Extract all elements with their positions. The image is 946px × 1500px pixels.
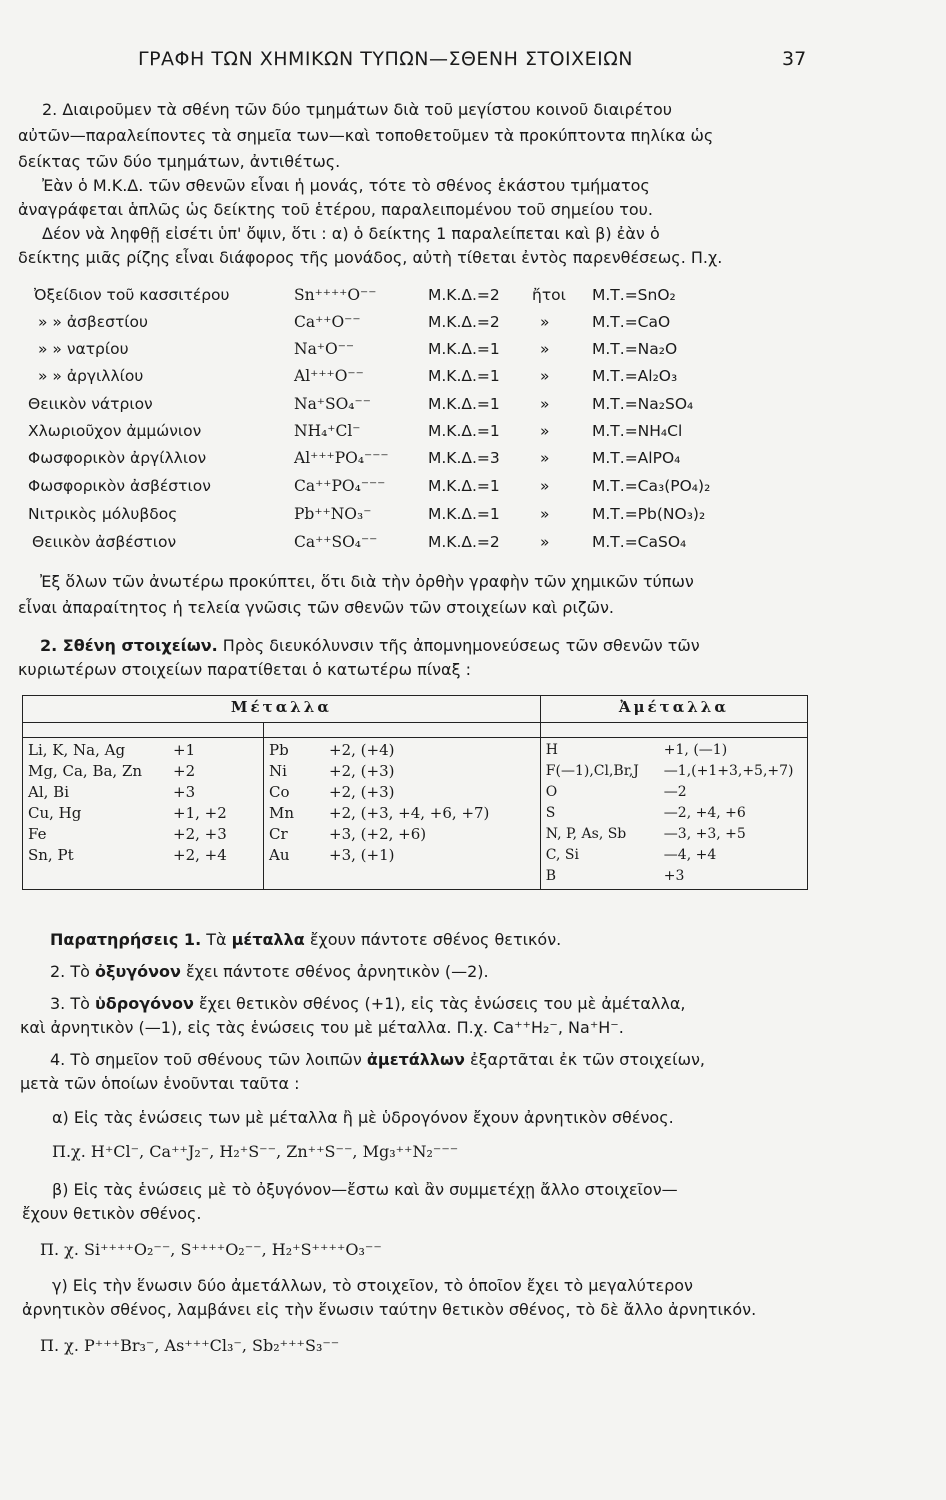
- compound-name: Φωσφορικὸν ἀργίλλιον: [28, 449, 207, 467]
- gcd-value: Μ.Κ.Δ.=1: [428, 395, 500, 413]
- valence-entry: N, P, As, Sb —3, +3, +5: [545, 826, 746, 842]
- nonmetals-column: [540, 738, 807, 890]
- metals-header: Μέταλλα: [23, 696, 541, 723]
- molecular-formula: Μ.Τ.=Al₂O₃: [592, 367, 678, 385]
- link-word: »: [540, 313, 550, 331]
- intro-line: δείκτης μιᾶς ρίζης εἶναι διάφορος τῆς μονάδος, αὐτὴ τίθεται ἐντὸς παρενθέσεως. Π.χ.: [18, 248, 723, 267]
- valence-entry: Au +3, (+1): [269, 846, 395, 864]
- ion-notation: NH₄⁺Cl⁻: [294, 422, 361, 440]
- compound-name: Θειικὸν νάτριον: [28, 395, 153, 413]
- molecular-formula: Μ.Τ.=Na₂O: [592, 340, 678, 358]
- ion-notation: Ca⁺⁺O⁻⁻: [294, 313, 361, 331]
- valence-entry: Sn, Pt +2, +4: [28, 846, 227, 864]
- intro-line: 2. Διαιροῦμεν τὰ σθένη τῶν δύο τμημάτων διὰ τοῦ μεγίστου κοινοῦ διαιρέτου: [42, 100, 673, 119]
- valence-entry: C, Si —4, +4: [545, 847, 717, 863]
- ion-notation: Al⁺⁺⁺O⁻⁻: [294, 367, 364, 385]
- molecular-formula: Μ.Τ.=Pb(NO₃)₂: [592, 505, 706, 523]
- valence-entry: F(—1),Cl,Br,J —1,(+1+3,+5,+7): [545, 763, 794, 779]
- intro-line: Δέον νὰ ληφθῇ εἰσέτι ὑπ' ὄψιν, ὅτι : α) ὁ δείκτης 1 παραλείπεται καὶ β) ἐὰν ὁ: [42, 224, 660, 243]
- valence-table: [22, 695, 808, 907]
- compound-name: Νιτρικὸς μόλυβδος: [28, 505, 178, 523]
- note-3: 3. Τὸ ὑδρογόνον ἔχει θετικὸν σθένος (+1), εἰς τὰς ἑνώσεις του μὲ ἀμέταλλα,: [50, 994, 686, 1013]
- note-4: 4. Τὸ σημεῖον τοῦ σθένους τῶν λοιπῶν ἀμετάλλων ἐξαρτᾶται ἐκ τῶν στοιχείων,: [50, 1050, 705, 1069]
- gcd-value: Μ.Κ.Δ.=1: [428, 340, 500, 358]
- molecular-formula: Μ.Τ.=Ca₃(PO₄)₂: [592, 477, 711, 495]
- molecular-formula: Μ.Τ.=CaSO₄: [592, 533, 687, 551]
- conclusion-line: εἶναι ἀπαραίτητος ἡ τελεία γνῶσις τῶν σθενῶν τῶν στοιχείων καὶ ριζῶν.: [18, 598, 614, 617]
- rule-b: β) Εἰς τὰς ἑνώσεις μὲ τὸ ὀξυγόνον—ἔστω καὶ ἂν συμμετέχῃ ἄλλο στοιχεῖον—: [52, 1180, 678, 1199]
- link-word: »: [540, 422, 550, 440]
- rule-c: γ) Εἰς τὴν ἕνωσιν δύο ἀμετάλλων, τὸ στοιχεῖον, τὸ ὁποῖον ἔχει τὸ μεγαλύτερον: [52, 1276, 693, 1295]
- rule-c-examples: Π. χ. P⁺⁺⁺Br₃⁻, As⁺⁺⁺Cl₃⁻, Sb₂⁺⁺⁺S₃⁻⁻: [40, 1336, 340, 1355]
- ion-notation: Ca⁺⁺SO₄⁻⁻: [294, 533, 378, 551]
- metals-column-1: [23, 738, 264, 890]
- gcd-value: Μ.Κ.Δ.=1: [428, 422, 500, 440]
- gcd-value: Μ.Κ.Δ.=2: [428, 286, 500, 304]
- ion-notation: Sn⁺⁺⁺⁺O⁻⁻: [294, 286, 377, 304]
- gcd-value: Μ.Κ.Δ.=2: [428, 313, 500, 331]
- gcd-value: Μ.Κ.Δ.=2: [428, 533, 500, 551]
- link-word: »: [540, 505, 550, 523]
- link-word: »: [540, 395, 550, 413]
- compound-name: Χλωριοῦχον ἀμμώνιον: [28, 422, 202, 440]
- valence-entry: Mn +2, (+3, +4, +6, +7): [269, 804, 490, 822]
- compound-name: » » νατρίου: [38, 340, 129, 358]
- molecular-formula: Μ.Τ.=AlPO₄: [592, 449, 681, 467]
- compound-name: » » ἀσβεστίου: [38, 313, 148, 331]
- compound-name: » » ἀργιλλίου: [38, 367, 144, 385]
- running-header: ΓΡΑΦΗ ΤΩΝ ΧΗΜΙΚΩΝ ΤΥΠΩΝ—ΣΘΕΝΗ ΣΤΟΙΧΕΙΩΝ: [138, 48, 633, 70]
- intro-line: αὐτῶν—παραλείποντες τὰ σημεῖα των—καὶ τοποθετοῦμεν τὰ προκύπτοντα πηλίκα ὡς: [18, 126, 714, 145]
- intro-line: Ἐὰν ὁ Μ.Κ.Δ. τῶν σθενῶν εἶναι ἡ μονάς, τότε τὸ σθένος ἑκάστου τμήματος: [42, 176, 650, 195]
- link-word: »: [540, 477, 550, 495]
- link-word: »: [540, 340, 550, 358]
- ion-notation: Na⁺O⁻⁻: [294, 340, 355, 358]
- valence-entry: Pb +2, (+4): [269, 741, 395, 759]
- compound-name: Ὀξείδιον τοῦ κασσιτέρου: [34, 286, 230, 304]
- ion-notation: Al⁺⁺⁺PO₄⁻⁻⁻: [294, 449, 389, 467]
- nonmetals-header: Ἀμέταλλα: [540, 696, 807, 723]
- note-2: 2. Τὸ ὀξυγόνον ἔχει πάντοτε σθένος ἀρνητικὸν (—2).: [50, 962, 489, 981]
- gcd-value: Μ.Κ.Δ.=3: [428, 449, 500, 467]
- gcd-value: Μ.Κ.Δ.=1: [428, 367, 500, 385]
- link-word: »: [540, 367, 550, 385]
- valence-entry: S —2, +4, +6: [545, 805, 746, 821]
- rule-a: α) Εἰς τὰς ἑνώσεις των μὲ μέταλλα ἢ μὲ ὑδρογόνον ἔχουν ἀρνητικὸν σθένος.: [52, 1108, 674, 1127]
- valence-entry: H +1, (—1): [545, 742, 728, 758]
- compound-name: Θειικὸν ἀσβέστιον: [32, 533, 177, 551]
- valence-entry: Li, K, Na, Ag +1: [28, 741, 196, 759]
- ion-notation: Na⁺SO₄⁻⁻: [294, 395, 371, 413]
- ion-notation: Pb⁺⁺NO₃⁻: [294, 505, 372, 523]
- intro-line: ἀναγράφεται ἁπλῶς ὡς δείκτης τοῦ ἑτέρου, παραλειπομένου τοῦ σημείου του.: [18, 200, 654, 219]
- link-word: »: [540, 449, 550, 467]
- ion-notation: Ca⁺⁺PO₄⁻⁻⁻: [294, 477, 386, 495]
- link-word: ἤτοι: [532, 286, 566, 304]
- section-line: κυριωτέρων στοιχείων παρατίθεται ὁ κατωτέρω πίναξ :: [18, 660, 471, 679]
- note-1: Παρατηρήσεις 1. Τὰ μέταλλα ἔχουν πάντοτε σθένος θετικόν.: [50, 930, 562, 949]
- rule-b-examples: Π. χ. Si⁺⁺⁺⁺O₂⁻⁻, S⁺⁺⁺⁺O₂⁻⁻, H₂⁺S⁺⁺⁺⁺O₃⁻⁻: [40, 1240, 382, 1259]
- rule-c-cont: ἀρνητικὸν σθένος, λαμβάνει εἰς τὴν ἕνωσιν ταύτην θετικὸν σθένος, τὸ δὲ ἄλλο ἀρνητικόν.: [22, 1300, 757, 1319]
- rule-a-examples: Π.χ. H⁺Cl⁻, Ca⁺⁺J₂⁻, H₂⁺S⁻⁻, Zn⁺⁺S⁻⁻, Mg₃⁺⁺N₂⁻⁻⁻: [52, 1142, 459, 1161]
- metals-column-2: [264, 738, 541, 890]
- gcd-value: Μ.Κ.Δ.=1: [428, 505, 500, 523]
- valence-entry: B +3: [545, 868, 685, 884]
- section-heading-line: [40, 636, 700, 655]
- molecular-formula: Μ.Τ.=NH₄Cl: [592, 422, 683, 440]
- molecular-formula: Μ.Τ.=Na₂SO₄: [592, 395, 694, 413]
- molecular-formula: Μ.Τ.=CaO: [592, 313, 671, 331]
- note-3-cont: καὶ ἀρνητικὸν (—1), εἰς τὰς ἑνώσεις του μὲ μέταλλα. Π.χ. Ca⁺⁺H₂⁻, Na⁺H⁻.: [20, 1018, 624, 1037]
- valence-entry: Cu, Hg +1, +2: [28, 804, 227, 822]
- conclusion-line: Ἐξ ὅλων τῶν ἀνωτέρω προκύπτει, ὅτι διὰ τὴν ὀρθὴν γραφὴν τῶν χημικῶν τύπων: [40, 572, 694, 591]
- valence-entry: Al, Bi +3: [28, 783, 196, 801]
- section-heading: 2. Σθένη στοιχείων.: [40, 636, 218, 655]
- note-4-cont: μετὰ τῶν ὁποίων ἑνοῦνται ταῦτα :: [20, 1074, 300, 1093]
- rule-b-cont: ἔχουν θετικὸν σθένος.: [22, 1204, 202, 1223]
- valence-entry: Fe +2, +3: [28, 825, 227, 843]
- compound-name: Φωσφορικὸν ἀσβέστιον: [28, 477, 211, 495]
- valence-entry: O —2: [545, 784, 687, 800]
- link-word: »: [540, 533, 550, 551]
- page-number: 37: [782, 48, 807, 70]
- valence-entry: Ni +2, (+3): [269, 762, 395, 780]
- valence-entry: Cr +3, (+2, +6): [269, 825, 427, 843]
- valence-entry: Co +2, (+3): [269, 783, 395, 801]
- intro-line: δείκτας τῶν δύο τμημάτων, ἀντιθέτως.: [18, 152, 341, 171]
- valence-entry: Mg, Ca, Ba, Zn +2: [28, 762, 196, 780]
- gcd-value: Μ.Κ.Δ.=1: [428, 477, 500, 495]
- molecular-formula: Μ.Τ.=SnO₂: [592, 286, 676, 304]
- section-text: Πρὸς διευκόλυνσιν τῆς ἀπομνημονεύσεως τῶν σθενῶν τῶν: [217, 636, 700, 655]
